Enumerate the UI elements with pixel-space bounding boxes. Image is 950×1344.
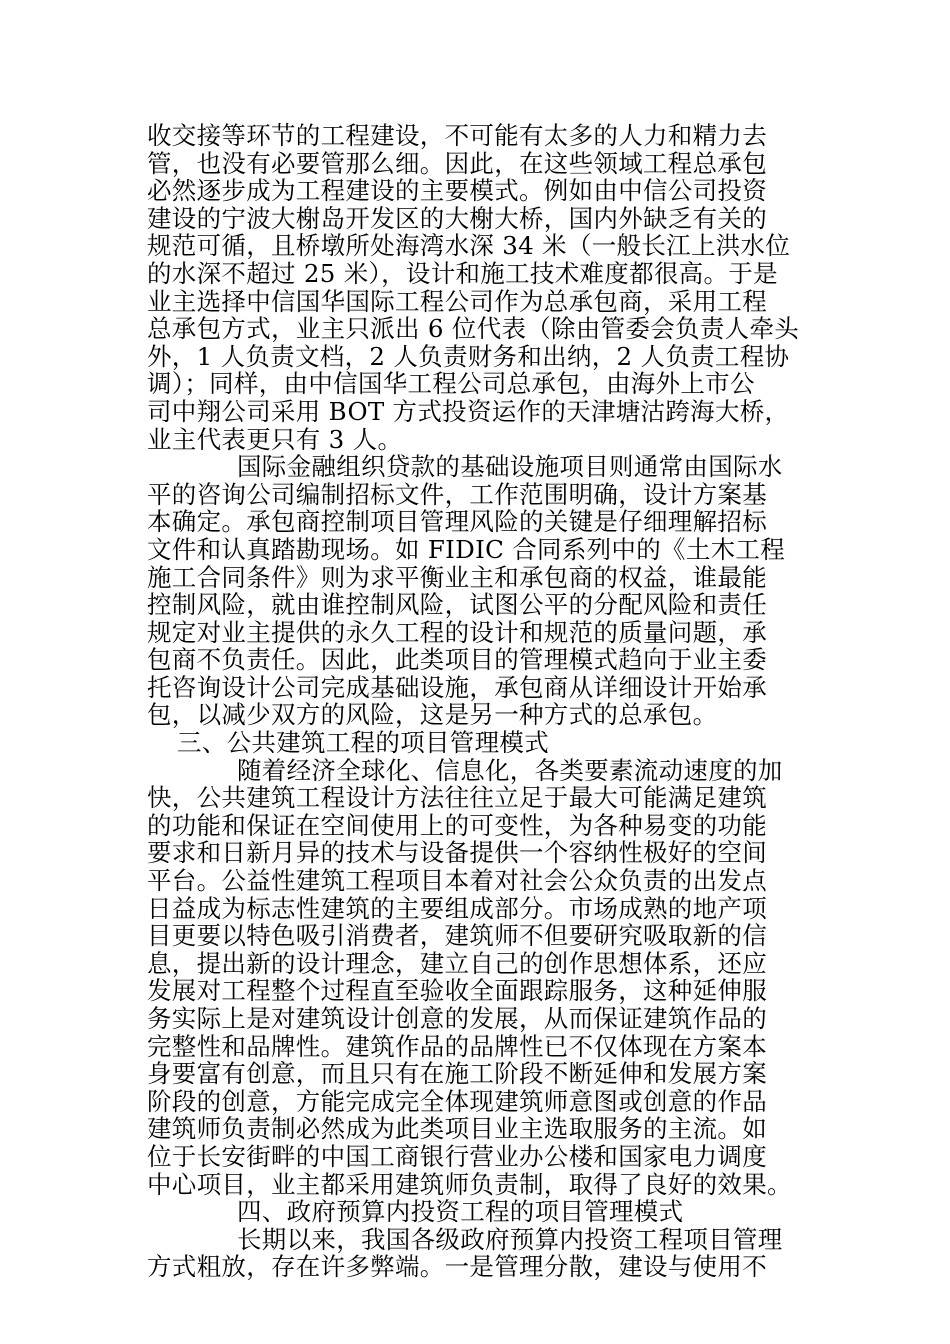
text-line: 平的咨询公司编制招标文件，工作范围明确，设计方案基 [147, 479, 767, 509]
text-line: 托咨询设计公司完成基础设施，承包商从详细设计开始承 [147, 672, 767, 702]
text-line: 外，1 人负责文档，2 人负责财务和出纳，2 人负责工程协 [147, 341, 790, 371]
text-line: 身要富有创意，而且只有在施工阶段不断延伸和发展方案 [147, 1059, 767, 1089]
text-line: 施工合同条件》则为求平衡业主和承包商的权益，谁最能 [147, 562, 767, 592]
text-line: 本确定。承包商控制项目管理风险的关键是仔细理解招标 [147, 507, 767, 537]
text-line: 收交接等环节的工程建设，不可能有太多的人力和精力去 [147, 121, 767, 150]
text-line: 的功能和保证在空间使用上的可变性，为各种易变的功能 [147, 810, 767, 840]
text-line: 位于长安街畔的中国工商银行营业办公楼和国家电力调度 [147, 1141, 767, 1171]
text-line: 管，也没有必要管那么细。因此，在这些领域工程总承包 [147, 148, 767, 178]
document-body [147, 122, 807, 1281]
text-line: 业主选择中信国华国际工程公司作为总承包商，采用工程 [147, 286, 767, 316]
paragraph-first-line: 随着经济全球化、信息化，各类要素流动速度的加 [237, 755, 783, 785]
text-line: 调）；同样，由中信国华工程公司总承包，由海外上市公 [147, 369, 755, 399]
text-line: 完整性和品牌性。建筑作品的品牌性已不仅体现在方案本 [147, 1031, 767, 1061]
text-line: 快，公共建筑工程设计方法往往立足于最大可能满足建筑 [147, 783, 767, 813]
text-line: 建筑师负责制必然成为此类项目业主选取服务的主流。如 [147, 1114, 767, 1144]
text-line: 日益成为标志性建筑的主要组成部分。市场成熟的地产项 [147, 893, 767, 923]
text-line: 阶段的创意，方能完成完全体现建筑师意图或创意的作品 [147, 1086, 767, 1116]
text-line: 包商不负责任。因此，此类项目的管理模式趋向于业主委 [147, 645, 767, 675]
text-line: 的水深不超过 25 米），设计和施工技术难度都很高。于是 [147, 258, 778, 288]
text-line: 建设的宁波大榭岛开发区的大榭大桥，国内外缺乏有关的 [147, 203, 767, 233]
text-line: 务实际上是对建筑设计创意的发展，从而保证建筑作品的 [147, 1004, 767, 1033]
text-line: 规范可循，且桥墩所处海湾水深 34 米（一般长江上洪水位 [147, 231, 791, 261]
text-line: 司中翔公司采用 BOT 方式投资运作的天津塘沽跨海大桥， [147, 396, 790, 426]
paragraph-first-line: 国际金融组织贷款的基础设施项目则通常由国际水 [237, 452, 783, 482]
section-heading: 四、政府预算内投资工程的项目管理模式 [237, 1197, 684, 1227]
text-line: 规定对业主提供的永久工程的设计和规范的质量问题，承 [147, 617, 767, 647]
text-line: 要求和日新月异的技术与设备提供一个容纳性极好的空间 [147, 838, 767, 868]
text-line: 包，以减少双方的风险，这是另一种方式的总承包。 [147, 700, 718, 730]
text-line: 控制风险，就由谁控制风险，试图公平的分配风险和责任 [147, 590, 767, 620]
text-line: 发展对工程整个过程直至验收全面跟踪服务，这种延伸服 [147, 976, 767, 1006]
text-line: 平台。公益性建筑工程项目本着对社会公众负责的出发点 [147, 866, 767, 896]
text-line: 文件和认真踏勘现场。如 FIDIC 合同系列中的《土木工程 [147, 534, 786, 564]
text-line: 中心项目，业主都采用建筑师负责制，取得了良好的效果。 [147, 1169, 792, 1199]
text-line: 息，提出新的设计理念，建立自己的创作思想体系，还应 [147, 948, 767, 978]
text-line: 必然逐步成为工程建设的主要模式。例如由中信公司投资 [147, 176, 767, 206]
text-line: 方式粗放，存在许多弊端。一是管理分散，建设与使用不 [147, 1252, 767, 1282]
text-line: 目更要以特色吸引消费者，建筑师不但要研究吸取新的信 [147, 921, 767, 951]
section-heading: 三、公共建筑工程的项目管理模式 [177, 728, 549, 758]
text-line: 总承包方式，业主只派出 6 位代表（除由管委会负责人牵头 [147, 314, 800, 344]
paragraph-first-line: 长期以来，我国各级政府预算内投资工程项目管理 [237, 1224, 783, 1254]
text-line: 业主代表更只有 3 人。 [147, 424, 403, 454]
